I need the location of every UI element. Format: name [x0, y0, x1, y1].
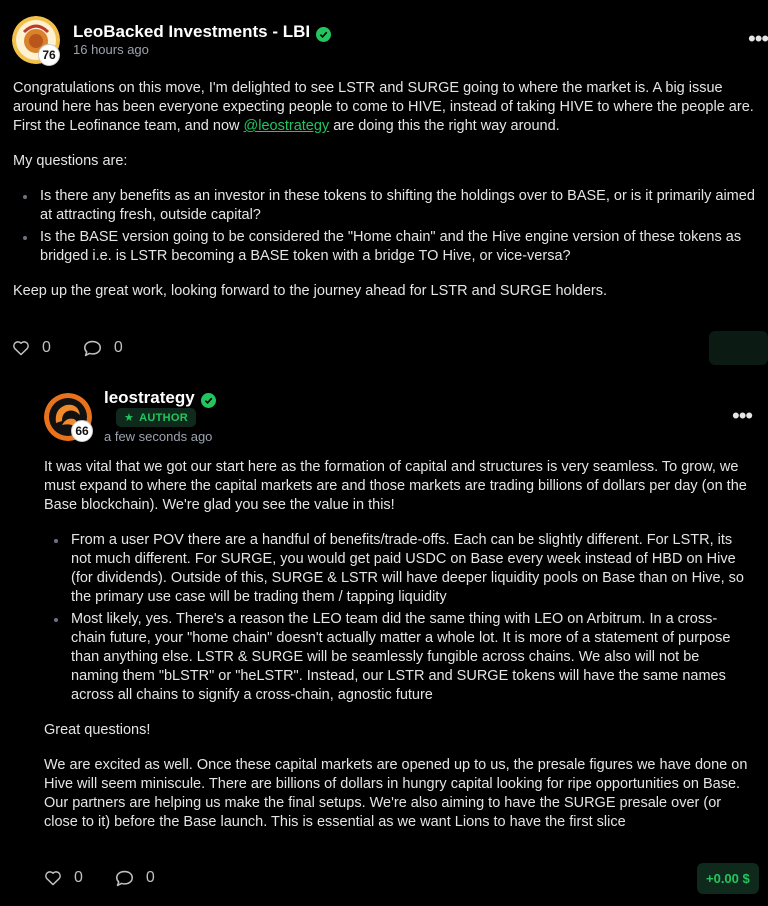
- comment-icon: [115, 870, 134, 887]
- list-item: Most likely, yes. There's a reason the LEO team did the same thing with LEO on Arbitrum. In a cross-chain future, your "home chain" doesn't actually matter a whole lot. It is more of a statement of purpose than anything else. LSTR & SURGE will be seamlessly fungible across chains. We also will not be naming them "bLSTR" or "heLSTR". Instead, our LSTR and SURGE tokens will have the same names across all chains to signify a cross-chain, agnostic future: [44, 610, 750, 705]
- post-avatar[interactable]: [12, 16, 60, 64]
- heart-icon: [12, 340, 30, 356]
- post-author-label: LeoBacked Investments - LBI: [73, 22, 311, 41]
- post-body: [13, 79, 761, 317]
- post-time: 16 hours ago: [73, 42, 149, 57]
- comment-count: 0: [113, 339, 123, 356]
- comment-icon: [83, 340, 102, 357]
- list-item: Is the BASE version going to be considered the "Home chain" and the Hive engine version of these tokens as bridged i.e. is LSTR becoming a BASE token with a bridge TO Hive, or vice-versa?: [13, 228, 761, 266]
- post-closing: Keep up the great work, looking forward to the journey ahead for LSTR and SURGE holders.: [13, 283, 608, 299]
- reply-body: [44, 458, 750, 848]
- post-paragraph-end: are doing this the right way around.: [329, 118, 560, 134]
- reputation-badge: 76: [38, 44, 60, 66]
- heart-icon: [44, 870, 62, 886]
- star-icon: ★: [124, 412, 135, 424]
- list-item: From a user POV there are a handful of benefits/trade-offs. Each can be slightly different. For LSTR, its not much different. For SURGE, you would get paid USDC on Base every week instead of HBD on Hive (for dividends). Outside of this, SURGE & LSTR will have deeper liquidity pools on Base than on Hive, so the primary use case will be trading them / tapping liquidity: [44, 531, 750, 607]
- post-payout-button[interactable]: [709, 331, 768, 365]
- like-button[interactable]: [12, 339, 51, 357]
- comment-button[interactable]: [83, 339, 123, 357]
- like-count: 0: [74, 869, 83, 886]
- comment-count: 0: [145, 869, 155, 886]
- payout-button[interactable]: +0.00 $: [697, 863, 759, 894]
- answer-list: [44, 531, 750, 705]
- question-list: [13, 187, 761, 266]
- post-actions: [12, 339, 145, 357]
- like-count: 0: [42, 339, 51, 356]
- post-paragraph-text: Congratulations on this move, I'm delighted to see LSTR and SURGE going to where the market is. A big issue around here has been everyone expecting people to come to HIVE, instead of taking HIVE to where the people are. First the Leofinance team, and now: [13, 80, 754, 134]
- comment-button[interactable]: [115, 869, 155, 887]
- mention-link[interactable]: @leostrategy: [243, 118, 330, 134]
- reply-avatar[interactable]: [44, 393, 92, 441]
- post-paragraph: [13, 79, 761, 136]
- reputation-badge: 66: [71, 420, 93, 442]
- verified-icon: [201, 393, 216, 408]
- list-item: Is there any benefits as an investor in these tokens to shifting the holdings over to BASE, or is it primarily aimed at attracting fresh, outside capital?: [13, 187, 761, 225]
- verified-icon: [316, 27, 331, 42]
- author-badge-label: AUTHOR: [139, 411, 189, 424]
- like-button[interactable]: [44, 869, 83, 887]
- reply-author-name[interactable]: [104, 388, 216, 408]
- reply-author-label: leostrategy: [104, 388, 195, 407]
- reply-intro: It was vital that we got our start here as the formation of capital and structures is very seamless. To grow, we must expand to where the capital markets are and those markets are trading billions of dollars per day (on the Base blockchain). We're glad you see the value in this!: [44, 459, 747, 513]
- questions-intro: My questions are:: [13, 153, 128, 169]
- post-author-name[interactable]: [73, 22, 331, 42]
- reply-time: a few seconds ago: [104, 429, 213, 444]
- reply-actions: [44, 869, 177, 887]
- author-badge: [116, 408, 196, 427]
- post-more-icon[interactable]: •••: [748, 26, 768, 51]
- reply-thanks: Great questions!: [44, 722, 151, 738]
- reply-closing: We are excited as well. Once these capital markets are opened up to us, the presale figures we have done on Hive will seem miniscule. There are billions of dollars in hungry capital looking for ripe opportunities on Base. Our partners are helping us make the final setups. We're also aiming to have the SURGE presale over (or close to it) before the Base launch. This is essential as we want Lions to have the first slice: [44, 757, 748, 830]
- reply-more-icon[interactable]: •••: [732, 403, 753, 428]
